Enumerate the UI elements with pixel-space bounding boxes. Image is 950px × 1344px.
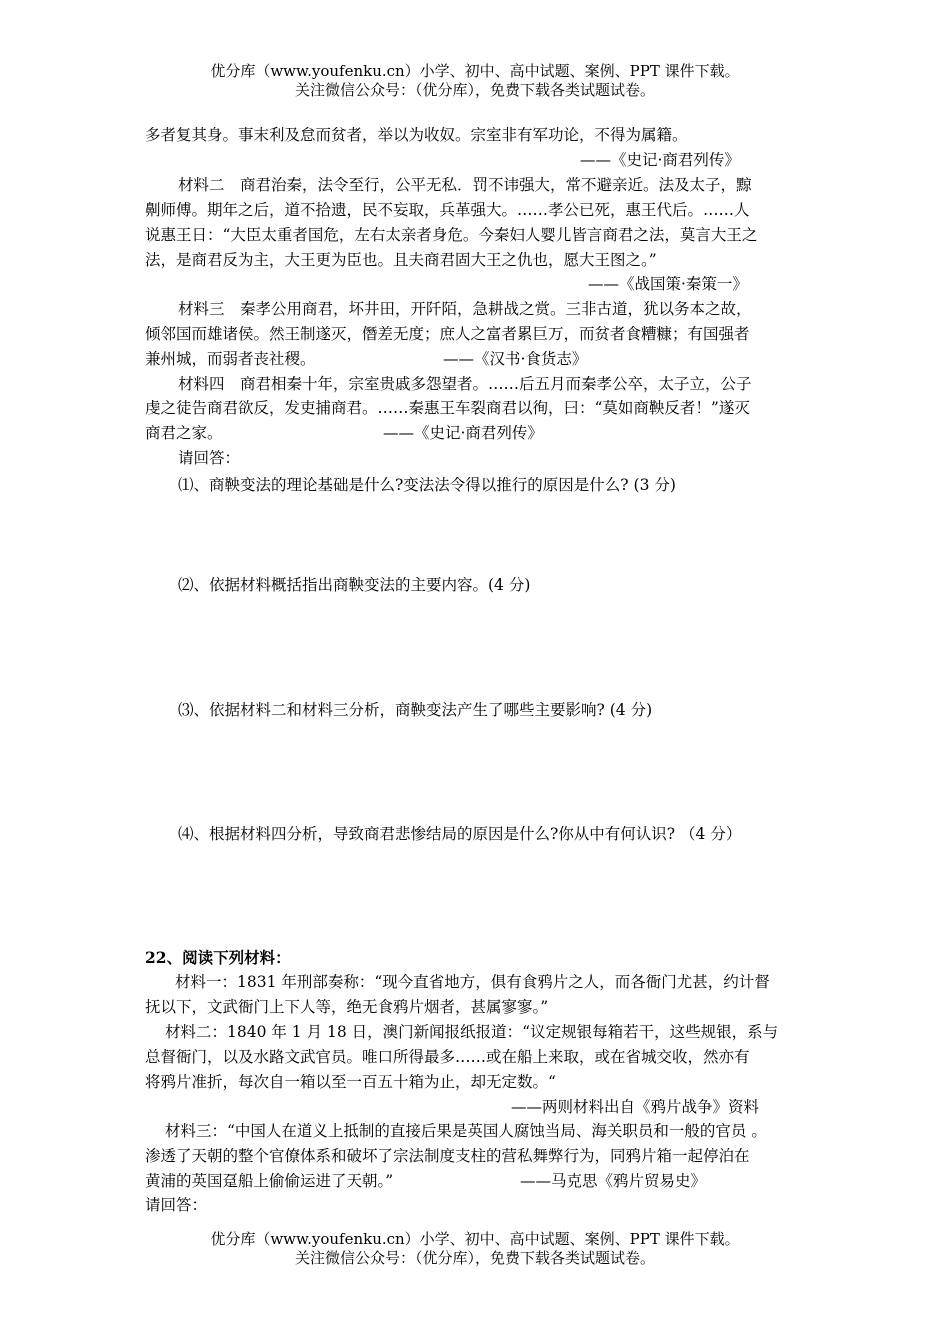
material-one-source: ——《史记·商君列传》 [580, 151, 740, 169]
material-two-line: 法，是商君反为主，大王更为臣也。且夫商君固大王之仇也，愿大王图之。” [145, 251, 657, 269]
question-21-3: ⑶、依据材料二和材料三分析，商鞅变法产生了哪些主要影响? (4 分) [178, 701, 653, 719]
q22-material-three-line: 渗透了天朝的整个官僚体系和破坏了宗法制度支柱的营私舞弊行为，同鸦片箱一起停泊在 [145, 1147, 750, 1165]
q22-material-three-line: 材料三：“中国人在道义上抵制的直接后果是英国人腐蚀当局、海关职员和一般的官员 。 [165, 1122, 767, 1140]
q22-material-two-line: 将鸦片准折，每次自一箱以至一百五十箱为止，却无定数。“ [145, 1073, 556, 1091]
q22-material-two-line: 总督衙门，以及水路文武官员。唯口所得最多……或在船上来取，或在省城交收，然亦有 [145, 1048, 750, 1066]
material-three-source: ——《汉书·食货志》 [443, 350, 588, 368]
question-21-4: ⑷、根据材料四分析，导致商君悲惨结局的原因是什么?你从中有何认识? （4 分） [178, 825, 742, 843]
material-three-line: 材料三 秦孝公用商君，坏井田，开阡陌，急耕战之赏。三非古道，犹以务本之故， [178, 300, 752, 318]
question-22-title: 22、阅读下列材料： [145, 948, 291, 967]
q22-answer-prompt: 请回答： [145, 1196, 208, 1214]
material-four-line: 商君之家。 [145, 424, 223, 442]
footer-line-2: 关注微信公众号：（优分库），免费下载各类试题试卷。 [294, 1249, 655, 1267]
material-four-source: ——《史记·商君列传》 [383, 424, 543, 442]
q22-material-one-line: 抚以下，文武衙门上下人等，绝无食鸦片烟者，甚属寥寥。” [145, 998, 549, 1016]
material-three-line: 倾邻国而雄诸侯。然王制遂灭，僭差无度；庶人之富者累巨万，而贫者食糟糠；有国强者 [145, 325, 750, 343]
header-line-2: 关注微信公众号：（优分库），免费下载各类试题试卷。 [294, 81, 655, 99]
material-two-source: ——《战国策·秦策一》 [588, 275, 748, 293]
q22-material-two-line: 材料二：1840 年 1 月 18 日，澳门新闻报纸报道：“议定规银每箱若干，这些规银，系与 [165, 1023, 779, 1041]
material-two-line: 材料二 商君治秦，法令至行，公平无私．罚不讳强大，常不避亲近。法及太子，黥 [178, 176, 752, 194]
material-two-line: 劓师傅。期年之后，道不拾遗，民不妄取，兵革强大。……孝公已死，惠王代后。……人 [145, 201, 750, 219]
page-header [0, 62, 950, 100]
material-four-line: 材料四 商君相秦十年，宗室贵戚多怨望者。……后五月而秦孝公卒，太子立，公子 [178, 375, 752, 393]
material-four-line: 虔之徒告商君欲反，发吏捕商君。……秦惠王车裂商君以徇，曰：“莫如商鞅反者！”遂灭 [145, 399, 750, 417]
q22-material-two-source: ——两则材料出自《鸦片战争》资料 [511, 1098, 760, 1116]
page-footer [0, 1230, 950, 1268]
q22-material-one-line: 材料一：1831 年刑部奏称：“现今直省地方，俱有食鸦片之人，而各衙门尤甚，约计督 [175, 973, 770, 991]
answer-prompt: 请回答： [178, 449, 241, 467]
question-21-1: ⑴、商鞅变法的理论基础是什么?变法法令得以推行的原因是什么? (3 分) [178, 476, 676, 494]
question-21-2: ⑵、依据材料概括指出商鞅变法的主要内容。(4 分) [178, 576, 531, 594]
footer-line-1: 优分库（www.youfenku.cn）小学、初中、高中试题、案例、PPT 课件下载。 [210, 1230, 740, 1248]
q22-material-three-source: ——马克思《鸦片贸易史》 [520, 1172, 707, 1190]
header-line-1: 优分库（www.youfenku.cn）小学、初中、高中试题、案例、PPT 课件下载。 [210, 62, 740, 80]
material-three-line: 兼州城，而弱者丧社稷。 [145, 350, 316, 368]
material-two-line: 说惠王日：“大臣太重者国危，左右太亲者身危。今秦妇人婴儿皆言商君之法，莫言大王之 [145, 226, 758, 244]
q22-material-three-line: 黄浦的英国趸船上偷偷运进了天朝。” [145, 1172, 394, 1190]
material-one-tail: 多者复其身。事末利及怠而贫者，举以为收奴。宗室非有军功论，不得为属籍。 [145, 126, 688, 144]
